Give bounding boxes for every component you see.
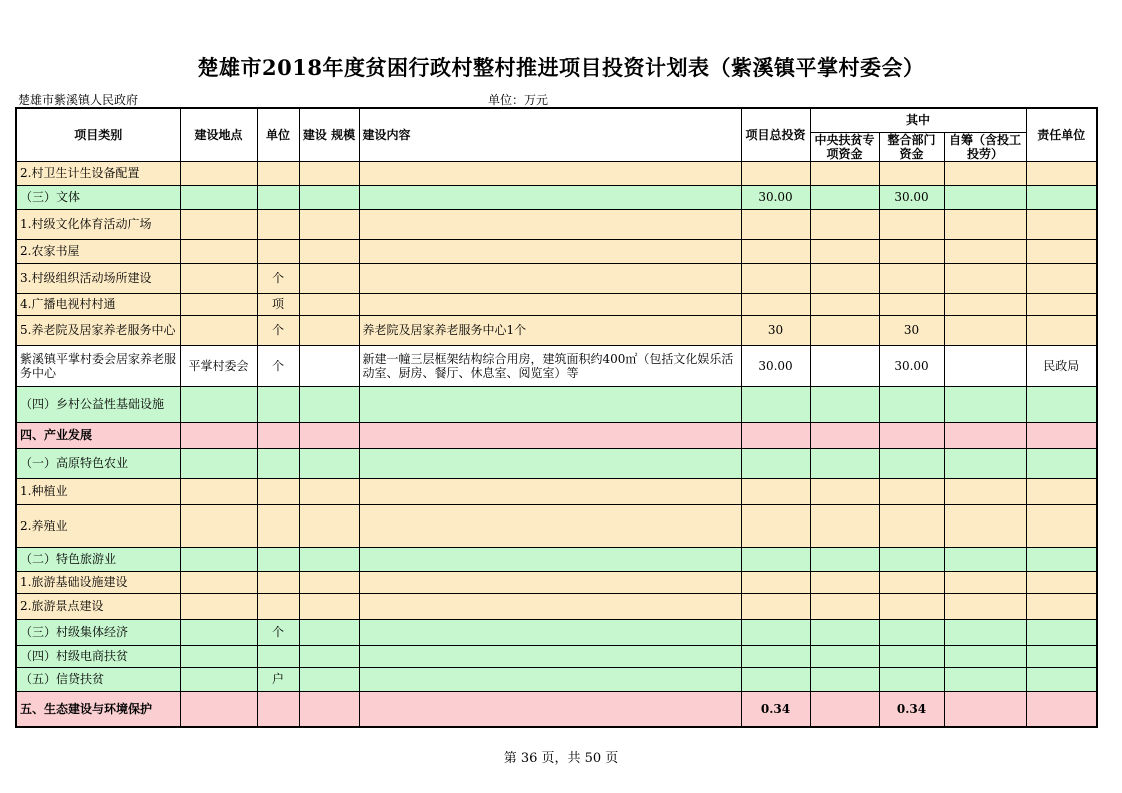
cell-responsible bbox=[1026, 185, 1097, 209]
cell-content bbox=[359, 645, 741, 667]
cell-self bbox=[944, 422, 1026, 448]
cell-central bbox=[810, 293, 879, 315]
cell-scale bbox=[299, 386, 359, 422]
cell-central bbox=[810, 619, 879, 645]
cell-unit bbox=[257, 386, 299, 422]
cell-central bbox=[810, 547, 879, 571]
cell-scale bbox=[299, 645, 359, 667]
cell-scale bbox=[299, 185, 359, 209]
cell-category: 2.旅游景点建设 bbox=[16, 593, 180, 619]
cell-scale bbox=[299, 293, 359, 315]
cell-central bbox=[810, 571, 879, 593]
cell-central bbox=[810, 478, 879, 504]
cell-responsible bbox=[1026, 504, 1097, 547]
cell-scale bbox=[299, 345, 359, 386]
table-row bbox=[16, 161, 1097, 185]
header-unit: 单位 bbox=[257, 108, 299, 161]
cell-unit bbox=[257, 239, 299, 263]
cell-responsible bbox=[1026, 691, 1097, 727]
cell-location bbox=[180, 263, 257, 293]
cell-unit bbox=[257, 209, 299, 239]
cell-scale bbox=[299, 504, 359, 547]
cell-unit bbox=[257, 593, 299, 619]
cell-unit bbox=[257, 571, 299, 593]
cell-content bbox=[359, 239, 741, 263]
cell-central bbox=[810, 239, 879, 263]
table-row bbox=[16, 478, 1097, 504]
cell-content bbox=[359, 619, 741, 645]
cell-category: （五）信贷扶贫 bbox=[16, 667, 180, 691]
cell-unit bbox=[257, 422, 299, 448]
cell-total bbox=[741, 593, 810, 619]
cell-unit bbox=[257, 504, 299, 547]
cell-location bbox=[180, 547, 257, 571]
cell-content bbox=[359, 293, 741, 315]
cell-content bbox=[359, 448, 741, 478]
cell-self bbox=[944, 185, 1026, 209]
cell-responsible bbox=[1026, 547, 1097, 571]
cell-self bbox=[944, 667, 1026, 691]
cell-category: 紫溪镇平掌村委会居家养老服务中心 bbox=[16, 345, 180, 386]
header-total: 项目总投资 bbox=[741, 108, 810, 161]
table-row bbox=[16, 209, 1097, 239]
cell-self bbox=[944, 547, 1026, 571]
cell-location: 平掌村委会 bbox=[180, 345, 257, 386]
cell-self bbox=[944, 504, 1026, 547]
cell-location bbox=[180, 185, 257, 209]
cell-content bbox=[359, 547, 741, 571]
cell-scale bbox=[299, 239, 359, 263]
table-row bbox=[16, 345, 1097, 386]
cell-scale bbox=[299, 422, 359, 448]
cell-central bbox=[810, 263, 879, 293]
cell-scale bbox=[299, 547, 359, 571]
cell-location bbox=[180, 239, 257, 263]
cell-content bbox=[359, 478, 741, 504]
cell-unit bbox=[257, 161, 299, 185]
page-footer: 第 36 页，共 50 页 bbox=[503, 751, 619, 766]
cell-location bbox=[180, 593, 257, 619]
cell-self bbox=[944, 315, 1026, 345]
header-responsible: 责任单位 bbox=[1026, 108, 1097, 161]
cell-responsible bbox=[1026, 263, 1097, 293]
cell-total bbox=[741, 161, 810, 185]
cell-content bbox=[359, 263, 741, 293]
cell-self bbox=[944, 386, 1026, 422]
header-of-which: 其中 bbox=[810, 108, 1026, 132]
cell-category: 2.养殖业 bbox=[16, 504, 180, 547]
cell-total bbox=[741, 547, 810, 571]
investment-plan-table bbox=[15, 107, 1098, 728]
cell-unit: 项 bbox=[257, 293, 299, 315]
cell-self bbox=[944, 161, 1026, 185]
cell-total: 30.00 bbox=[741, 345, 810, 386]
cell-unit: 户 bbox=[257, 667, 299, 691]
cell-central bbox=[810, 386, 879, 422]
cell-content bbox=[359, 386, 741, 422]
cell-integrated bbox=[879, 293, 944, 315]
cell-integrated bbox=[879, 386, 944, 422]
header-scale: 建设 规模 bbox=[299, 108, 359, 161]
table-row bbox=[16, 448, 1097, 478]
cell-integrated bbox=[879, 478, 944, 504]
table-row bbox=[16, 504, 1097, 547]
cell-responsible bbox=[1026, 239, 1097, 263]
header-self: 自筹（含投工投劳） bbox=[944, 132, 1026, 161]
cell-central bbox=[810, 185, 879, 209]
cell-integrated bbox=[879, 448, 944, 478]
cell-responsible bbox=[1026, 448, 1097, 478]
cell-responsible bbox=[1026, 593, 1097, 619]
table-row bbox=[16, 645, 1097, 667]
cell-total bbox=[741, 293, 810, 315]
cell-integrated bbox=[879, 422, 944, 448]
cell-scale bbox=[299, 448, 359, 478]
cell-category: 3.村级组织活动场所建设 bbox=[16, 263, 180, 293]
header-integrated: 整合部门资金 bbox=[879, 132, 944, 161]
cell-central bbox=[810, 161, 879, 185]
cell-integrated bbox=[879, 504, 944, 547]
cell-integrated bbox=[879, 239, 944, 263]
table-row bbox=[16, 667, 1097, 691]
cell-central bbox=[810, 315, 879, 345]
cell-integrated bbox=[879, 547, 944, 571]
cell-total bbox=[741, 386, 810, 422]
cell-total bbox=[741, 209, 810, 239]
cell-category: 1.村级文化体育活动广场 bbox=[16, 209, 180, 239]
cell-category: 2.村卫生计生设备配置 bbox=[16, 161, 180, 185]
cell-integrated bbox=[879, 645, 944, 667]
cell-total bbox=[741, 504, 810, 547]
cell-integrated bbox=[879, 263, 944, 293]
cell-total: 0.34 bbox=[741, 691, 810, 727]
table-row bbox=[16, 571, 1097, 593]
cell-integrated bbox=[879, 619, 944, 645]
table-row bbox=[16, 293, 1097, 315]
cell-unit: 个 bbox=[257, 315, 299, 345]
unit-label: 单位：万元 bbox=[488, 93, 549, 107]
table-row bbox=[16, 239, 1097, 263]
cell-self bbox=[944, 691, 1026, 727]
cell-location bbox=[180, 161, 257, 185]
cell-unit bbox=[257, 185, 299, 209]
cell-scale bbox=[299, 315, 359, 345]
cell-scale bbox=[299, 478, 359, 504]
cell-content bbox=[359, 185, 741, 209]
cell-category: （三）村级集体经济 bbox=[16, 619, 180, 645]
cell-location bbox=[180, 645, 257, 667]
cell-self bbox=[944, 571, 1026, 593]
cell-unit bbox=[257, 645, 299, 667]
cell-integrated bbox=[879, 161, 944, 185]
cell-responsible bbox=[1026, 209, 1097, 239]
cell-location bbox=[180, 571, 257, 593]
cell-central bbox=[810, 504, 879, 547]
cell-integrated bbox=[879, 593, 944, 619]
cell-content bbox=[359, 593, 741, 619]
cell-responsible bbox=[1026, 667, 1097, 691]
cell-central bbox=[810, 667, 879, 691]
cell-unit bbox=[257, 547, 299, 571]
cell-responsible bbox=[1026, 571, 1097, 593]
cell-total bbox=[741, 645, 810, 667]
cell-central bbox=[810, 448, 879, 478]
cell-total bbox=[741, 619, 810, 645]
cell-location bbox=[180, 691, 257, 727]
cell-central bbox=[810, 422, 879, 448]
cell-scale bbox=[299, 161, 359, 185]
cell-responsible bbox=[1026, 619, 1097, 645]
cell-self bbox=[944, 645, 1026, 667]
cell-self bbox=[944, 263, 1026, 293]
cell-category: 1.种植业 bbox=[16, 478, 180, 504]
cell-total: 30.00 bbox=[741, 185, 810, 209]
table-row bbox=[16, 691, 1097, 727]
cell-category: 2.农家书屋 bbox=[16, 239, 180, 263]
table-body bbox=[16, 161, 1097, 727]
cell-unit: 个 bbox=[257, 619, 299, 645]
cell-central bbox=[810, 691, 879, 727]
cell-category: （三）文体 bbox=[16, 185, 180, 209]
cell-category: 四、产业发展 bbox=[16, 422, 180, 448]
cell-integrated: 0.34 bbox=[879, 691, 944, 727]
table-row bbox=[16, 547, 1097, 571]
cell-content bbox=[359, 209, 741, 239]
table-row bbox=[16, 422, 1097, 448]
cell-content bbox=[359, 161, 741, 185]
cell-category: （四）乡村公益性基础设施 bbox=[16, 386, 180, 422]
header-category: 项目类别 bbox=[16, 108, 180, 161]
cell-category: 4.广播电视村村通 bbox=[16, 293, 180, 315]
cell-unit: 个 bbox=[257, 263, 299, 293]
cell-self bbox=[944, 593, 1026, 619]
header-content: 建设内容 bbox=[359, 108, 741, 161]
cell-content bbox=[359, 691, 741, 727]
cell-total bbox=[741, 571, 810, 593]
cell-location bbox=[180, 619, 257, 645]
cell-total bbox=[741, 422, 810, 448]
cell-integrated: 30.00 bbox=[879, 185, 944, 209]
cell-scale bbox=[299, 209, 359, 239]
cell-total: 30 bbox=[741, 315, 810, 345]
cell-content bbox=[359, 667, 741, 691]
cell-total bbox=[741, 478, 810, 504]
cell-category: 1.旅游基础设施建设 bbox=[16, 571, 180, 593]
cell-unit bbox=[257, 691, 299, 727]
cell-location bbox=[180, 667, 257, 691]
cell-self bbox=[944, 239, 1026, 263]
cell-location bbox=[180, 504, 257, 547]
cell-central bbox=[810, 593, 879, 619]
table-row bbox=[16, 619, 1097, 645]
cell-category: （四）村级电商扶贫 bbox=[16, 645, 180, 667]
cell-scale bbox=[299, 263, 359, 293]
cell-location bbox=[180, 209, 257, 239]
cell-integrated bbox=[879, 209, 944, 239]
cell-scale bbox=[299, 571, 359, 593]
cell-self bbox=[944, 448, 1026, 478]
cell-integrated bbox=[879, 667, 944, 691]
cell-location bbox=[180, 386, 257, 422]
cell-scale bbox=[299, 593, 359, 619]
cell-content: 新建一幢三层框架结构综合用房，建筑面积约400㎡（包括文化娱乐活动室、厨房、餐厅、休息室、阅览室）等 bbox=[359, 345, 741, 386]
cell-responsible bbox=[1026, 161, 1097, 185]
page-title: 楚雄市2018年度贫困行政村整村推进项目投资计划表（紫溪镇平掌村委会） bbox=[197, 55, 925, 80]
cell-location bbox=[180, 293, 257, 315]
table-row bbox=[16, 315, 1097, 345]
table-row bbox=[16, 386, 1097, 422]
cell-category: 五、生态建设与环境保护 bbox=[16, 691, 180, 727]
cell-total bbox=[741, 667, 810, 691]
cell-content bbox=[359, 422, 741, 448]
cell-unit bbox=[257, 478, 299, 504]
cell-location bbox=[180, 422, 257, 448]
cell-total bbox=[741, 239, 810, 263]
cell-content bbox=[359, 571, 741, 593]
cell-content: 养老院及居家养老服务中心1个 bbox=[359, 315, 741, 345]
cell-central bbox=[810, 645, 879, 667]
cell-responsible bbox=[1026, 422, 1097, 448]
cell-unit bbox=[257, 448, 299, 478]
cell-location bbox=[180, 448, 257, 478]
table-row bbox=[16, 593, 1097, 619]
cell-responsible bbox=[1026, 315, 1097, 345]
cell-responsible bbox=[1026, 386, 1097, 422]
cell-category: （二）特色旅游业 bbox=[16, 547, 180, 571]
cell-responsible: 民政局 bbox=[1026, 345, 1097, 386]
header-location: 建设地点 bbox=[180, 108, 257, 161]
cell-category: （一）高原特色农业 bbox=[16, 448, 180, 478]
cell-scale bbox=[299, 691, 359, 727]
cell-responsible bbox=[1026, 478, 1097, 504]
agency-label: 楚雄市紫溪镇人民政府 bbox=[18, 93, 139, 107]
cell-total bbox=[741, 448, 810, 478]
cell-self bbox=[944, 209, 1026, 239]
cell-self bbox=[944, 619, 1026, 645]
table-row bbox=[16, 263, 1097, 293]
cell-central bbox=[810, 345, 879, 386]
cell-scale bbox=[299, 667, 359, 691]
cell-integrated: 30 bbox=[879, 315, 944, 345]
cell-content bbox=[359, 504, 741, 547]
cell-integrated bbox=[879, 571, 944, 593]
cell-self bbox=[944, 293, 1026, 315]
table-row bbox=[16, 185, 1097, 209]
cell-location bbox=[180, 315, 257, 345]
cell-location bbox=[180, 478, 257, 504]
cell-integrated: 30.00 bbox=[879, 345, 944, 386]
cell-central bbox=[810, 209, 879, 239]
cell-scale bbox=[299, 619, 359, 645]
cell-self bbox=[944, 478, 1026, 504]
cell-responsible bbox=[1026, 293, 1097, 315]
cell-self bbox=[944, 345, 1026, 386]
cell-responsible bbox=[1026, 645, 1097, 667]
cell-unit: 个 bbox=[257, 345, 299, 386]
cell-total bbox=[741, 263, 810, 293]
header-central: 中央扶贫专项资金 bbox=[810, 132, 879, 161]
cell-category: 5.养老院及居家养老服务中心 bbox=[16, 315, 180, 345]
